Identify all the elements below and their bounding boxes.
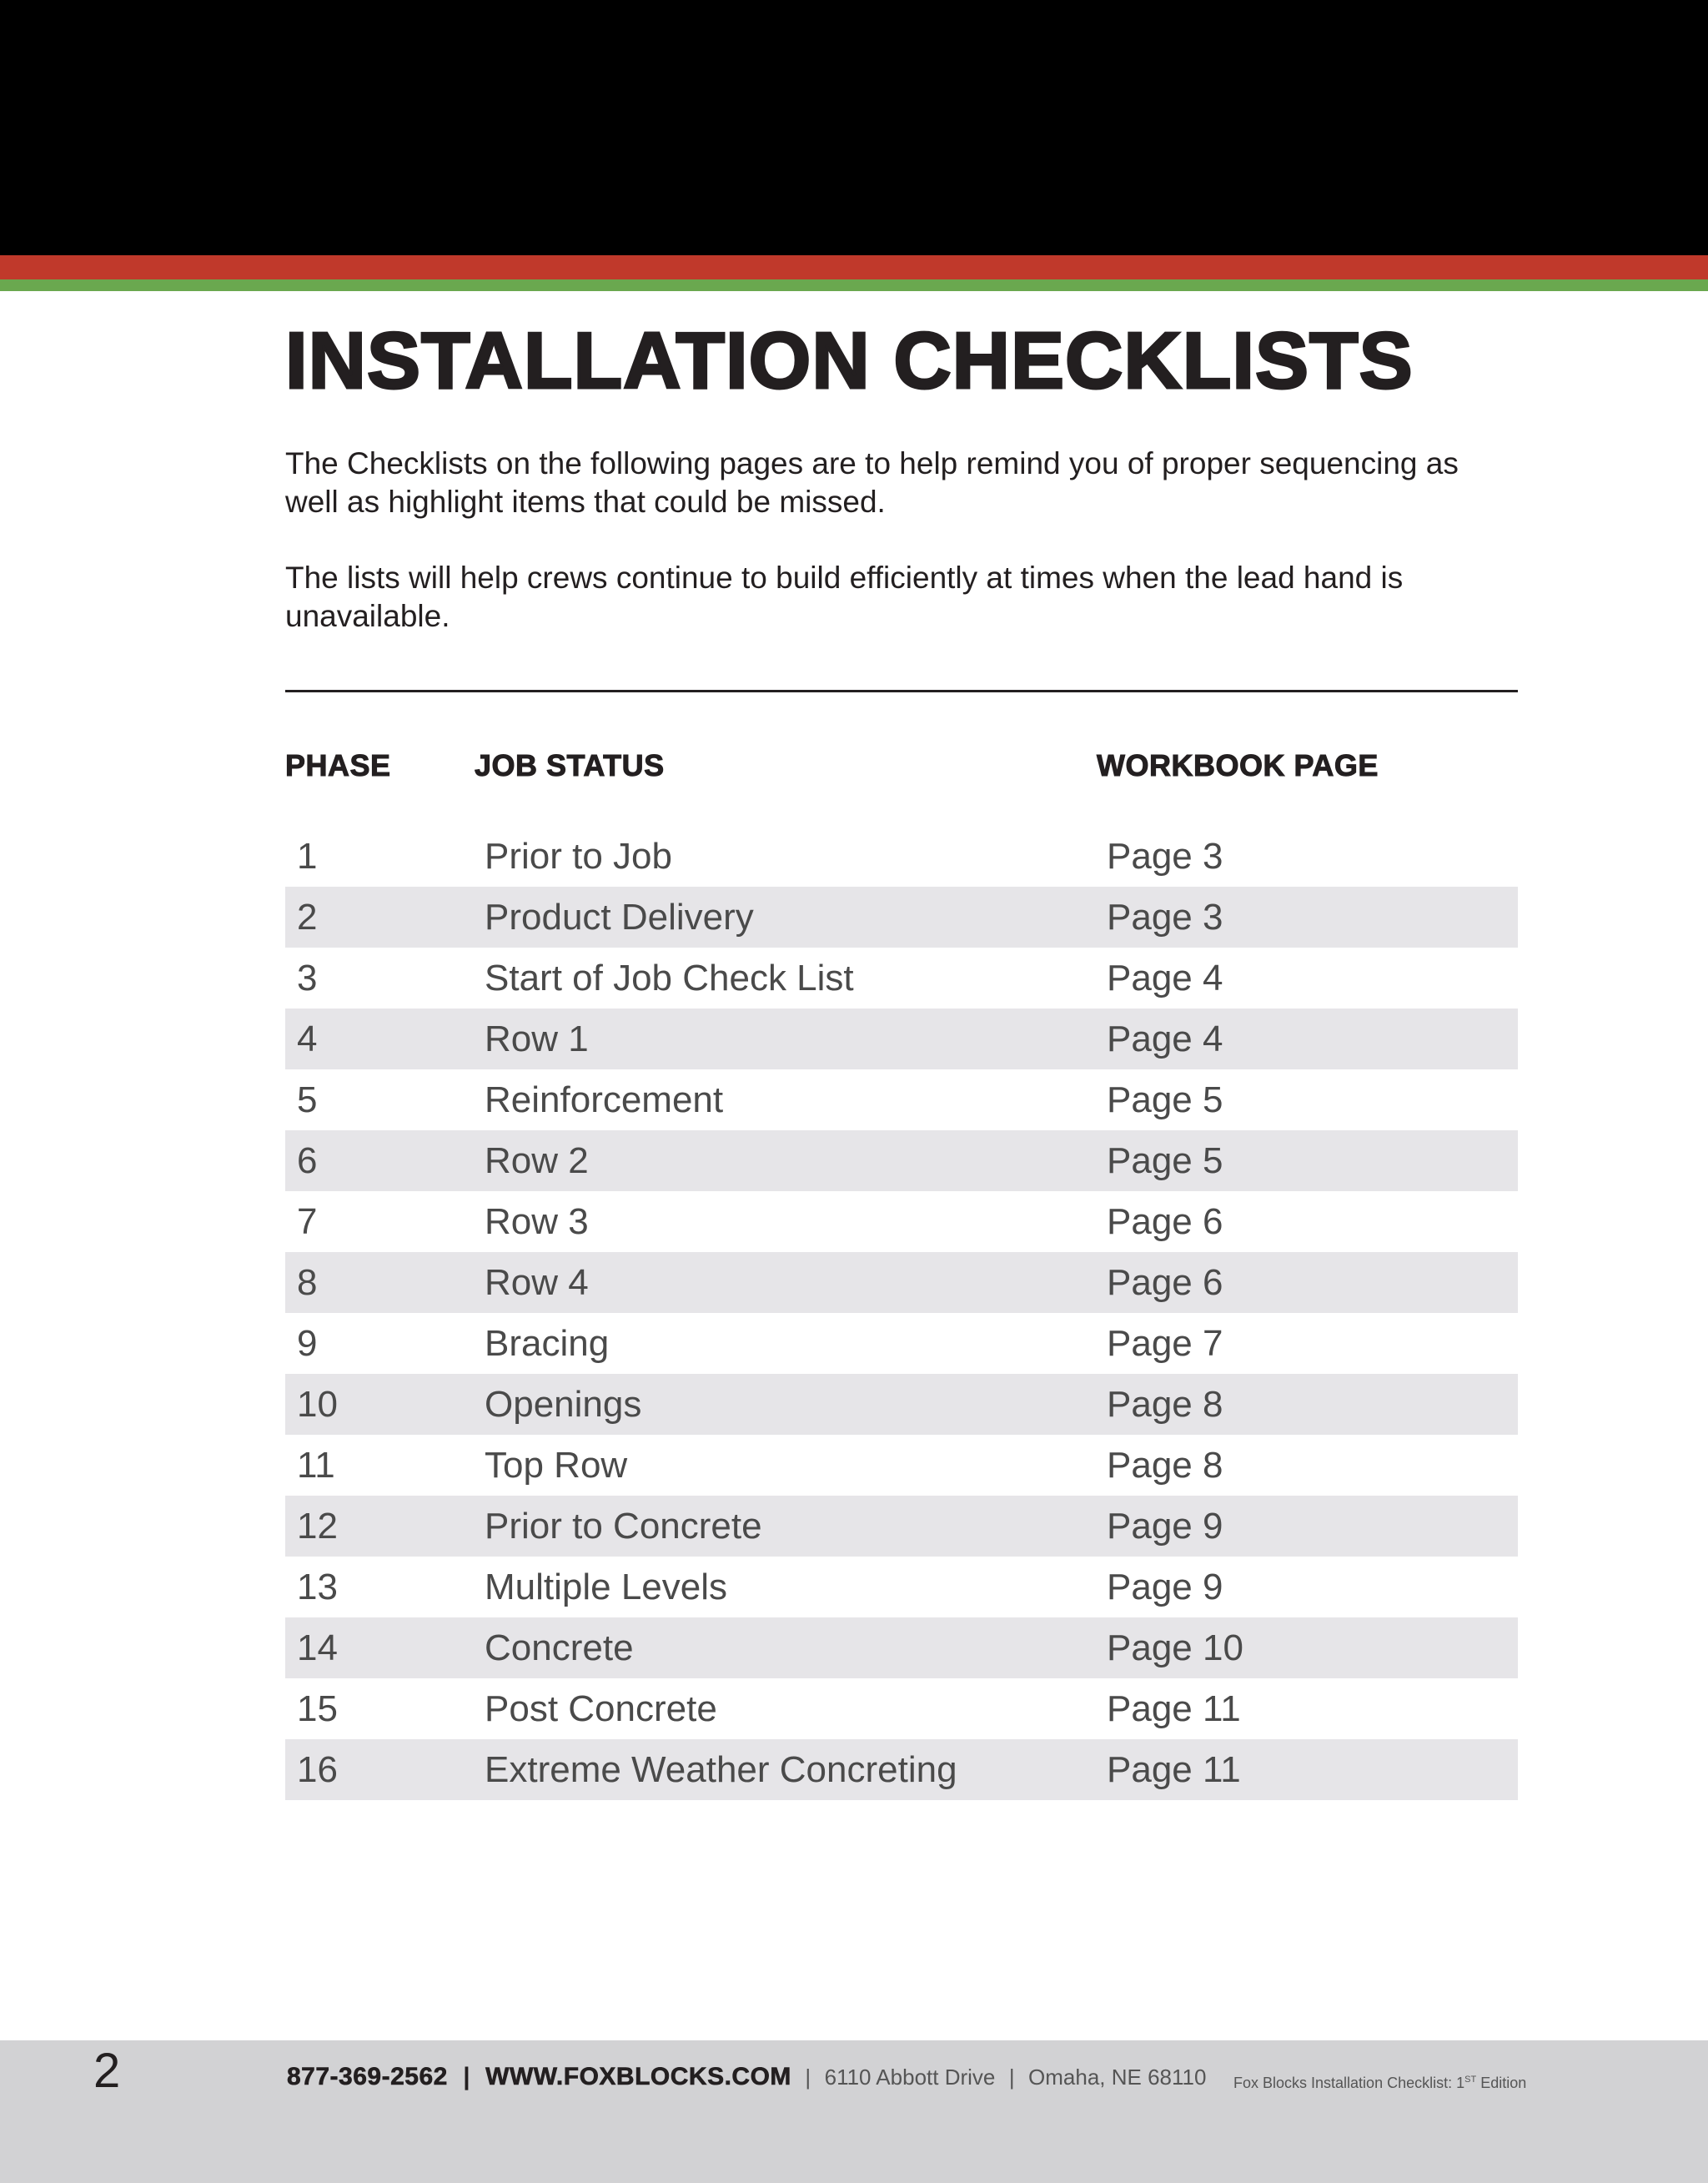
job-status-cell: Product Delivery — [485, 897, 754, 938]
table-row — [285, 887, 1518, 948]
phase-cell: 10 — [297, 1384, 338, 1425]
job-status-cell: Multiple Levels — [485, 1567, 728, 1607]
job-status-cell: Openings — [485, 1384, 642, 1425]
table-row — [285, 1496, 1518, 1557]
job-status-cell: Prior to Concrete — [485, 1506, 762, 1547]
workbook-page-cell: Page 4 — [1107, 1019, 1223, 1059]
phase-cell: 8 — [297, 1262, 318, 1303]
job-status-cell: Bracing — [485, 1323, 610, 1364]
table-row — [285, 1130, 1518, 1191]
job-status-cell: Row 4 — [485, 1262, 589, 1303]
workbook-page-cell: Page 11 — [1107, 1749, 1241, 1790]
table-row — [285, 1739, 1518, 1800]
checklist-table — [285, 826, 1518, 1800]
job-status-cell: Row 3 — [485, 1201, 589, 1242]
page-number: 2 — [93, 2044, 121, 2098]
footer-street: 6110 Abbott Drive — [824, 2065, 996, 2090]
workbook-page-cell: Page 10 — [1107, 1627, 1243, 1668]
footer-separator: | — [805, 2065, 811, 2090]
workbook-page-cell: Page 8 — [1107, 1445, 1223, 1486]
workbook-page-cell: Page 7 — [1107, 1323, 1223, 1364]
workbook-page-cell: Page 9 — [1107, 1506, 1223, 1547]
phase-cell: 3 — [297, 958, 318, 998]
job-status-cell: Start of Job Check List — [485, 958, 854, 998]
footer-separator-bold: | — [463, 2063, 470, 2090]
phase-cell: 9 — [297, 1323, 318, 1364]
job-status-cell: Row 1 — [485, 1019, 589, 1059]
phase-cell: 6 — [297, 1140, 318, 1181]
footer-edition — [1233, 2067, 1526, 2095]
page-title: INSTALLATION CHECKLISTS — [285, 316, 1414, 405]
column-header-workbook-page: WORKBOOK PAGE — [1097, 748, 1379, 782]
workbook-page-cell: Page 3 — [1107, 836, 1223, 877]
footer-edition-suffix: Edition — [1476, 2075, 1527, 2091]
footer-edition-sup: ST — [1464, 2075, 1477, 2085]
phase-cell: 13 — [297, 1567, 338, 1607]
column-header-job-status: JOB STATUS — [475, 748, 665, 782]
table-row — [285, 1617, 1518, 1678]
footer-separator: | — [1008, 2065, 1015, 2090]
job-status-cell: Reinforcement — [485, 1079, 724, 1120]
column-header-phase: PHASE — [285, 748, 391, 782]
workbook-page-cell: Page 3 — [1107, 897, 1223, 938]
job-status-cell: Top Row — [485, 1445, 628, 1486]
table-row — [285, 1374, 1518, 1435]
phase-cell: 11 — [297, 1445, 335, 1486]
phase-cell: 2 — [297, 897, 318, 938]
table-row — [285, 1069, 1518, 1130]
workbook-page-cell: Page 5 — [1107, 1079, 1223, 1120]
phase-cell: 5 — [297, 1079, 318, 1120]
table-row — [285, 826, 1518, 887]
phase-cell: 12 — [297, 1506, 338, 1547]
table-row — [285, 1252, 1518, 1313]
workbook-page-cell: Page 6 — [1107, 1201, 1223, 1242]
footer-city: Omaha, NE 68110 — [1028, 2065, 1207, 2090]
table-row — [285, 1191, 1518, 1252]
table-row — [285, 1313, 1518, 1374]
workbook-page-cell: Page 11 — [1107, 1688, 1241, 1729]
phase-cell: 4 — [297, 1019, 318, 1059]
phase-cell: 1 — [297, 836, 318, 877]
job-status-cell: Prior to Job — [485, 836, 672, 877]
footer-website: WWW.FOXBLOCKS.COM — [485, 2063, 791, 2090]
intro-paragraph-1: The Checklists on the following pages are to help remind you of proper sequencing as well as highlight items that could be missed. — [285, 446, 1459, 519]
footer-edition-prefix: Fox Blocks Installation Checklist: 1 — [1233, 2075, 1465, 2091]
workbook-page-cell: Page 6 — [1107, 1262, 1223, 1303]
phase-cell: 16 — [297, 1749, 338, 1790]
header-green-stripe — [0, 279, 1708, 291]
intro-paragraph-2: The lists will help crews continue to build efficiently at times when the lead hand is unavailable. — [285, 561, 1404, 633]
footer-phone: 877-369-2562 — [287, 2063, 448, 2090]
workbook-page-cell: Page 8 — [1107, 1384, 1223, 1425]
header-red-stripe — [0, 255, 1708, 279]
phase-cell: 7 — [297, 1201, 318, 1242]
table-row — [285, 948, 1518, 1009]
workbook-page-cell: Page 4 — [1107, 958, 1223, 998]
workbook-page-cell: Page 9 — [1107, 1567, 1223, 1607]
table-row — [285, 1009, 1518, 1069]
table-row — [285, 1435, 1518, 1496]
phase-cell: 15 — [297, 1688, 338, 1729]
job-status-cell: Extreme Weather Concreting — [485, 1749, 957, 1790]
footer-contact-line — [287, 2060, 1206, 2094]
workbook-page-cell: Page 5 — [1107, 1140, 1223, 1181]
table-row — [285, 1557, 1518, 1617]
table-row — [285, 1678, 1518, 1739]
header-black-band — [0, 0, 1708, 255]
phase-cell: 14 — [297, 1627, 338, 1668]
job-status-cell: Post Concrete — [485, 1688, 717, 1729]
section-divider — [285, 690, 1518, 692]
job-status-cell: Concrete — [485, 1627, 634, 1668]
job-status-cell: Row 2 — [485, 1140, 589, 1181]
